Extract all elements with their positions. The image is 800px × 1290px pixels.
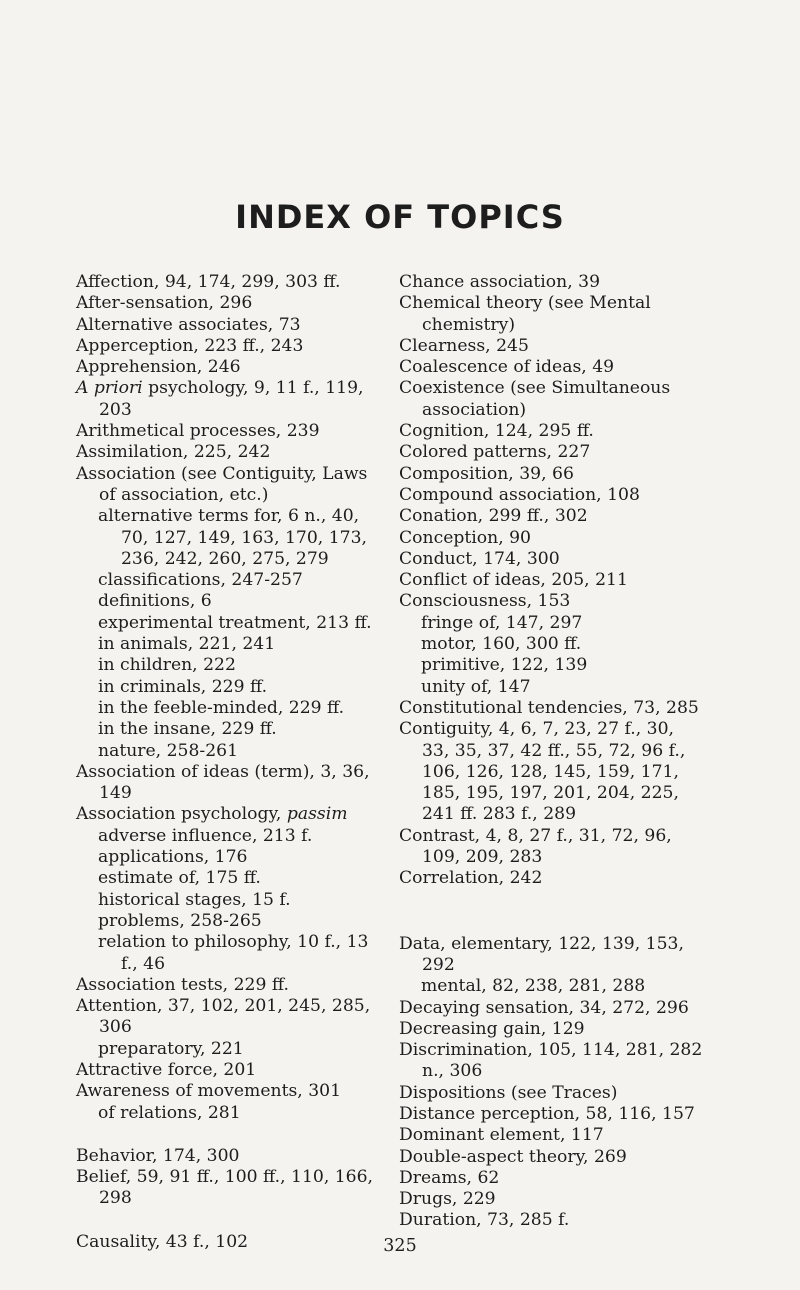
section-spacer [399, 890, 704, 934]
entry-italic-text: A priori [76, 378, 143, 399]
index-entry [76, 357, 381, 378]
index-subentry [399, 613, 704, 634]
index-subentry [76, 677, 381, 698]
index-entry [399, 826, 704, 869]
index-entry [76, 336, 381, 357]
entry-text: Clearness, 245 [399, 335, 529, 356]
index-subentry [76, 868, 381, 889]
index-subentry [399, 677, 704, 698]
entry-text: Contrast, 4, 8, 27 f., 31, 72, 96, 109, 209, 283 [399, 825, 672, 868]
entry-text: Decaying sensation, 34, 272, 296 [399, 997, 689, 1018]
index-entry [399, 1104, 704, 1125]
index-entry [399, 591, 704, 612]
entry-text: Belief, 59, 91 ff., 100 ff., 110, 166, 298 [76, 1167, 374, 1209]
entry-text: Chemical theory (see Mental chemistry) [399, 293, 651, 335]
entry-text: Behavior, 174, 300 [76, 1145, 240, 1166]
entry-text: estimate of, 175 ff. [98, 868, 261, 889]
index-subentry [76, 506, 381, 570]
right-index-column [399, 272, 704, 1232]
entry-text: experimental treatment, 213 ff. [98, 612, 372, 633]
index-subentry [76, 1103, 381, 1124]
entry-text: preparatory, 221 [98, 1038, 244, 1059]
entry-text: Compound association, 108 [399, 484, 640, 505]
index-entry [399, 1189, 704, 1210]
index-subentry [76, 570, 381, 591]
index-subentry [76, 655, 381, 676]
index-entry [399, 528, 704, 549]
entry-text: Conduct, 174, 300 [399, 548, 560, 569]
index-subentry [76, 911, 381, 932]
page-title: INDEX OF TOPICS [235, 198, 565, 236]
entry-text: Contiguity, 4, 6, 7, 23, 27 f., 30, 33, 35, 37, 42 ff., 55, 72, 96 f., 106, 126, 128, 145, 159, 171, 185, 195, 197, 201, 204, 225, 241 ff. 283 f., 289 [399, 719, 686, 825]
entry-text: Conception, 90 [399, 527, 531, 548]
entry-text: Colored patterns, 227 [399, 442, 591, 463]
page-number: 325 [383, 1236, 417, 1256]
entry-text: Alternative associates, 73 [76, 314, 301, 335]
entry-text: Discrimination, 105, 114, 281, 282 n., 306 [399, 1040, 703, 1082]
entry-text: Attention, 37, 102, 201, 245, 285, 306 [76, 996, 371, 1038]
index-entry [399, 293, 704, 336]
entry-text: fringe of, 147, 297 [421, 612, 583, 633]
entry-text: adverse influence, 213 f. [98, 825, 313, 846]
entry-text: primitive, 122, 139 [421, 655, 588, 676]
entry-text: Association tests, 229 ff. [76, 974, 289, 995]
index-entry [399, 464, 704, 485]
entry-text: alternative terms for, 6 n., 40, 70, 127, 149, 163, 170, 173, 236, 242, 260, 275, 279 [98, 506, 367, 569]
entry-text: Association (see Contiguity, Laws of association, etc.) [76, 463, 368, 505]
index-subentry [76, 826, 381, 847]
index-subentry [76, 847, 381, 868]
entry-text: motor, 160, 300 ff. [421, 634, 582, 655]
entry-text: Correlation, 242 [399, 868, 543, 889]
index-entry [76, 975, 381, 996]
entry-text: in animals, 221, 241 [98, 634, 276, 655]
index-entry [76, 272, 381, 293]
entry-text: unity of, 147 [421, 676, 531, 697]
entry-text: Attractive force, 201 [76, 1059, 257, 1080]
entry-text: psychology, 9, 11 f., 119, 203 [99, 378, 364, 420]
entry-text: Dominant element, 117 [399, 1125, 604, 1146]
entry-text: After-sensation, 296 [76, 293, 253, 314]
index-entry [399, 1019, 704, 1040]
entry-text: Association of ideas (term), 3, 36, 149 [76, 761, 370, 804]
entry-text: Cognition, 124, 295 ff. [399, 421, 594, 442]
index-entry [399, 719, 704, 825]
index-entry [76, 1060, 381, 1081]
entry-text: Drugs, 229 [399, 1189, 496, 1210]
index-entry [76, 996, 381, 1039]
index-entry [76, 442, 381, 463]
entry-text: Dispositions (see Traces) [399, 1082, 618, 1103]
entry-text: in children, 222 [98, 655, 236, 676]
index-entry [399, 336, 704, 357]
index-subentry [76, 890, 381, 911]
entry-text: Dreams, 62 [399, 1167, 500, 1188]
entry-text: Coalescence of ideas, 49 [399, 357, 615, 378]
entry-text: Affection, 94, 174, 299, 303 ff. [76, 272, 341, 292]
entry-text: Chance association, 39 [399, 272, 601, 292]
entry-text: Data, elementary, 122, 139, 153, 292 [399, 933, 684, 975]
entry-text: Distance perception, 58, 116, 157 [399, 1103, 695, 1124]
section-spacer [76, 1124, 381, 1146]
index-subentry [76, 741, 381, 762]
entry-text: Conflict of ideas, 205, 211 [399, 570, 628, 591]
left-index-column [76, 272, 381, 1253]
entry-text: Coexistence (see Simultaneous association) [399, 378, 671, 420]
index-entry [399, 934, 704, 977]
entry-text: in criminals, 229 ff. [98, 676, 268, 697]
index-entry [399, 272, 704, 293]
entry-text: Composition, 39, 66 [399, 463, 574, 484]
index-entry [399, 998, 704, 1019]
entry-text: nature, 258-261 [98, 740, 239, 761]
entry-text: relation to philosophy, 10 f., 13 f., 46 [98, 932, 369, 974]
entry-text: in the insane, 229 ff. [98, 719, 277, 740]
section-spacer [76, 1210, 381, 1232]
index-entry [399, 868, 704, 889]
index-entry [399, 421, 704, 442]
index-entry [399, 1083, 704, 1104]
entry-text: classifications, 247-257 [98, 570, 303, 591]
index-entry [399, 357, 704, 378]
index-entry [399, 1147, 704, 1168]
entry-italic-text: passim [286, 804, 348, 825]
entry-text: Double-aspect theory, 269 [399, 1146, 627, 1167]
entry-text: Awareness of movements, 301 [76, 1081, 342, 1102]
index-entry [399, 1040, 704, 1083]
index-subentry [76, 932, 381, 975]
index-entry [399, 1168, 704, 1189]
index-subentry [76, 1039, 381, 1060]
index-entry [399, 485, 704, 506]
index-entry [76, 464, 381, 507]
entry-text: mental, 82, 238, 281, 288 [421, 976, 646, 997]
index-entry [76, 1146, 381, 1167]
entry-text: Association psychology, [76, 804, 287, 825]
index-entry [76, 1167, 381, 1210]
entry-text: Decreasing gain, 129 [399, 1018, 585, 1039]
entry-text: of relations, 281 [98, 1102, 241, 1123]
entry-text: Consciousness, 153 [399, 591, 571, 612]
entry-text: applications, 176 [98, 847, 248, 868]
index-subentry [76, 591, 381, 612]
entry-text: Conation, 299 ff., 302 [399, 506, 588, 527]
index-entry [76, 378, 381, 421]
entry-text: Constitutional tendencies, 73, 285 [399, 697, 699, 718]
index-entry [399, 549, 704, 570]
entry-text: Duration, 73, 285 f. [399, 1210, 570, 1231]
entry-text: definitions, 6 [98, 591, 212, 612]
index-subentry [76, 698, 381, 719]
index-subentry [76, 613, 381, 634]
index-entry [399, 506, 704, 527]
entry-text: Assimilation, 225, 242 [76, 442, 271, 463]
entry-text: Apprehension, 246 [76, 357, 241, 378]
index-subentry [76, 719, 381, 740]
entry-text: Causality, 43 f., 102 [76, 1231, 249, 1252]
index-subentry [399, 634, 704, 655]
index-subentry [399, 976, 704, 997]
entry-text: Apperception, 223 ff., 243 [76, 335, 304, 356]
index-entry [76, 762, 381, 805]
index-entry [399, 442, 704, 463]
index-entry [399, 378, 704, 421]
index-entry [76, 293, 381, 314]
index-entry [399, 1210, 704, 1231]
index-entry [76, 421, 381, 442]
index-entry [399, 570, 704, 591]
index-entry [76, 804, 381, 825]
entry-text: in the feeble-minded, 229 ff. [98, 697, 345, 718]
index-entry [76, 1081, 381, 1102]
index-entry [399, 698, 704, 719]
index-entry [399, 1125, 704, 1146]
entry-text: Arithmetical processes, 239 [76, 421, 320, 442]
entry-text: historical stages, 15 f. [98, 889, 291, 910]
index-subentry [399, 655, 704, 676]
index-subentry [76, 634, 381, 655]
entry-text: problems, 258-265 [98, 910, 262, 931]
index-entry [76, 315, 381, 336]
